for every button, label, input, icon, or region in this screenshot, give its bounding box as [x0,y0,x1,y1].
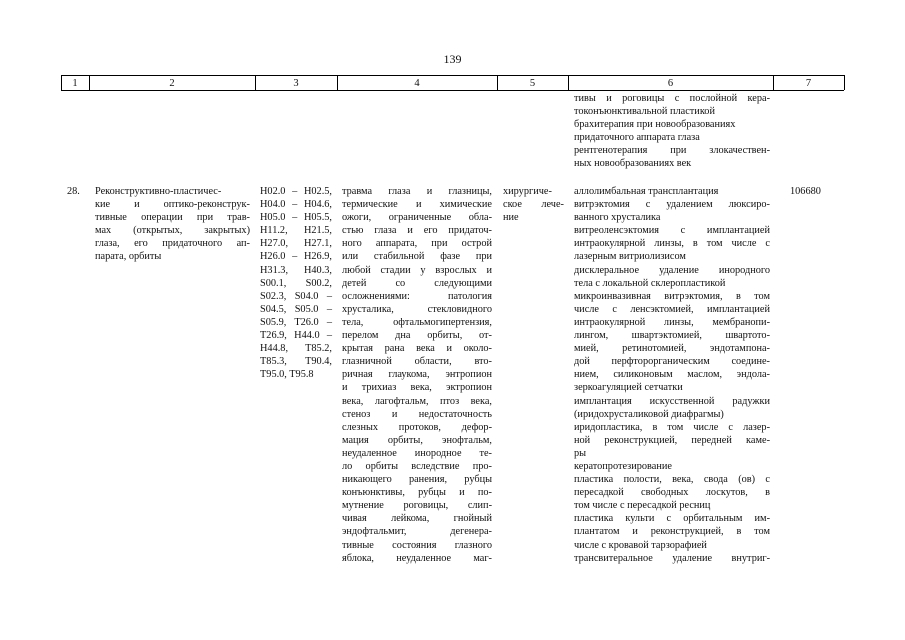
text-line: крытая рана века и около- [342,343,492,355]
text-line: S02.3, S04.0 – [260,290,332,302]
treatment-type [503,185,564,224]
header-cell-1: 1 [72,78,78,89]
text-line: мутнение роговицы, слип- [342,500,492,512]
text-line: травма глаза и глазницы, [342,186,492,197]
text-line: эндофтальмит, дегенера- [342,526,492,538]
text-line: ванного хрусталика [574,212,661,224]
text-line: (иридохрусталиковой диафрагмы) [574,408,724,420]
text-line: числе с ленсэктомией, имплантацией [574,303,770,315]
header-cell-3: 3 [293,78,299,89]
text-line: ское лече- [503,199,564,211]
text-line: яблока, неудаленное маг- [342,552,492,564]
header-cell-5: 5 [529,78,536,89]
text-line: нием, силиконовым маслом, эндола- [574,369,770,381]
text-line: витрэктомия с удалением люксиро- [574,199,770,211]
text-line: или стабильной фазе при [342,251,492,263]
text-line: H44.8, T85.2, [260,343,332,355]
header-cell-6: 6 [667,78,674,89]
text-line: числе с кровавой тарзорафией [574,539,707,551]
intervention-group [95,185,250,264]
text-line: том числе с пересадкой ресниц [574,500,711,512]
text-line: S05.9, T26.0 – [260,316,332,328]
text-line: слезных протоков, дефор- [342,421,492,433]
treatment-methods [574,185,770,565]
text-line: тивные операции при трав- [95,212,250,224]
text-line: парата, орбиты [95,251,162,263]
text-line: брахитерапия при новообразованиях [574,119,736,131]
text-line: тела, офтальмогипертензия, [342,316,492,328]
text-line: дой перфторорганическим соедине- [574,356,770,368]
row-number: 28. [67,186,80,197]
text-line: глазничной области, вто- [342,356,492,368]
text-line: стеноз и недостаточность [342,408,492,420]
text-line: детей со следующими [342,277,492,289]
header-cell-4: 4 [414,78,420,89]
text-line: T95.0, T95.8 [260,369,314,381]
funding-norm: 106680 [790,186,821,197]
text-line: мация орбиты, энофтальм, [342,434,492,446]
text-line: пересадкой свободных лоскутов, в [574,487,770,499]
text-line: рентгенотерапия при злокачествен- [574,145,770,157]
text-line: лазерным витриолизисом [574,251,686,263]
text-line: тивы и роговицы с послойной кера- [574,93,770,104]
text-line: T85.3, T90.4, [260,356,332,368]
text-line: H27.0, H27.1, [260,238,332,250]
text-line: лингом, швартэктомией, швартото- [574,330,770,342]
text-line: придаточного аппарата глаза [574,132,700,144]
text-line: иридопластика, в том числе с лазер- [574,421,770,433]
text-line: имплантация искусственной радужки [574,395,770,407]
text-line: аллолимбальная трансплантация [574,186,719,197]
text-line: интраокулярной линзы, в том числе с [574,238,770,250]
text-line: Реконструктивно-пластичес- [95,186,222,197]
text-line: перелом дна орбиты, от- [342,330,492,342]
text-line: H02.0 – H02.5, [260,186,332,197]
header-bottom-rule [61,90,844,91]
header-divider [844,75,845,90]
text-line: века, лагофтальм, птоз века, [342,395,492,407]
continuation-methods [574,92,770,171]
text-line: микроинвазивная витрэктомия, в том [574,290,770,302]
text-line: никающего ранения, рубцы [342,474,492,486]
text-line: ных новообразованиях век [574,158,692,170]
text-line: любой стадии у взрослых и [342,264,492,276]
text-line: ожоги, ограниченные обла- [342,212,492,224]
text-line: H26.0 – H26.9, [260,251,332,263]
text-line: кератопротезирование [574,460,672,472]
text-line: осложнениями: патология [342,290,492,302]
text-line: термические и химические [342,199,492,211]
text-line: пластика культи с орбитальным им- [574,513,770,525]
text-line: трансвитеральное удаление внутриг- [574,552,770,564]
text-line: H05.0 – H05.5, [260,212,332,224]
text-line: H04.0 – H04.6, [260,199,332,211]
text-line: кие и оптико-реконструк- [95,199,250,211]
text-line: ры [574,447,587,459]
text-line: пластика полости, века, свода (ов) с [574,474,770,486]
page-number: 139 [443,52,462,66]
text-line: и трихиаз века, эктропион [342,382,492,394]
text-line: тивные состояния глазного [342,539,492,551]
text-line: ричная глаукома, энтропион [342,369,492,381]
text-line: интраокулярной линзы, мембранопи- [574,316,770,328]
header-cell-7: 7 [805,78,812,89]
text-line: S00.1, S00.2, [260,277,332,289]
text-line: токонъюнктивальной пластикой [574,106,715,118]
text-line: H11.2, H21.5, [260,225,332,237]
text-line: ного аппарата, при острой [342,238,492,250]
text-line: мией, ретинотомией, эндотампона- [574,343,770,355]
text-line: T26.9, H44.0 – [260,330,332,342]
text-line: чивая лейкома, гнойный [342,513,492,525]
text-line: плантатом и реконструкцией, в том [574,526,770,538]
text-line: ло орбиты вследствие про- [342,460,492,472]
text-line: стью глаза и его придаточ- [342,225,492,237]
header-top-rule [61,75,844,76]
text-line: хирургиче- [503,186,552,197]
text-line: мах (открытых, закрытых) [95,225,250,237]
text-line: зеркоагуляцией сетчатки [574,382,683,394]
patient-model [342,185,492,565]
header-cell-2: 2 [169,78,175,89]
text-line: ной реконструкцией, передней каме- [574,434,770,446]
text-line: конъюнктивы, рубцы и по- [342,487,492,499]
text-line: глаза, его придаточного ап- [95,238,250,250]
text-line: хрусталика, стекловидного [342,303,492,315]
text-line: неудаленное инородное те- [342,447,492,459]
text-line: витреоленсэктомия с имплантацией [574,225,770,237]
text-line: ние [503,212,519,224]
icd-codes [260,185,332,381]
text-line: H31.3, H40.3, [260,264,332,276]
text-line: дисклеральное удаление инородного [574,264,770,276]
text-line: тела с локальной склеропластикой [574,277,726,289]
text-line: S04.5, S05.0 – [260,303,332,315]
